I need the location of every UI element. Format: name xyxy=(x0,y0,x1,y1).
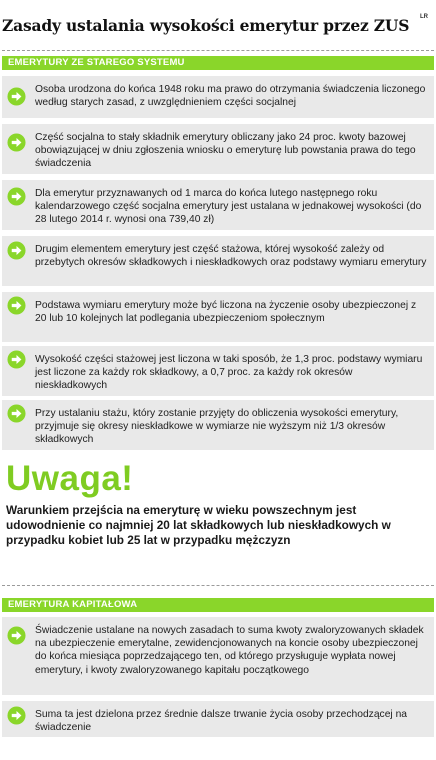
arrow-right-circle-icon xyxy=(7,706,26,725)
arrow-right-circle-icon xyxy=(7,241,26,260)
list-item xyxy=(2,400,434,450)
item-text: Świadczenie ustalane na nowych zasadach to suma kwoty zwaloryzowanych składek na ubezpieczenie emerytalne, zewidencjonowanych na koncie osoby ubezpieczonej do końca miesiąca poprzedzającego ten, od którego przysługuje wypłata nowej emerytury, i kwoty zwaloryzowanego kapitału początkowego xyxy=(35,625,424,676)
item-text: Część socjalna to stały składnik emerytury obliczany jako 24 proc. kwoty bazowej obowiązującej w dniu zgłoszenia wniosku o emeryturę lub powstania prawa do tego świadczenia xyxy=(35,132,416,170)
arrow-right-circle-icon xyxy=(7,296,26,315)
arrow-right-circle-icon xyxy=(7,350,26,369)
item-text: Drugim elementem emerytury jest część stażowa, której wysokość zależy od przebytych okresów składkowych i nieskładkowych oraz podstawy wymiaru emerytury xyxy=(35,244,427,269)
list-item xyxy=(2,124,434,174)
uwaga-text: Warunkiem przejścia na emeryturę w wieku powszechnym jest udowodnienie co najmniej 20 lat składkowych lub nieskładkowych w przypadku kobiet lub 25 lat w przypadku mężczyzn xyxy=(6,503,391,548)
item-text: Osoba urodzona do końca 1948 roku ma prawo do otrzymania świadczenia liczonego według starych zasad, z uwzględnieniem części socjalnej xyxy=(35,84,426,109)
source-tag: LR xyxy=(420,14,428,20)
header xyxy=(0,14,436,42)
arrow-right-circle-icon xyxy=(7,133,26,152)
arrow-right-circle-icon xyxy=(7,404,26,423)
section-title-old-system: EMERYTURY ZE STAREGO SYSTEMU xyxy=(2,56,434,70)
page-title: Zasady ustalania wysokości emerytur przez ZUS xyxy=(2,16,410,35)
arrow-right-circle-icon xyxy=(7,626,26,645)
list-item xyxy=(2,76,434,118)
divider xyxy=(2,585,434,586)
item-text: Przy ustalaniu stażu, który zostanie przyjęty do obliczenia wysokości emerytury, przyjmuje się okresy nieskładkowe w wymiarze nie wyższym niż 1/3 okresów składkowych xyxy=(35,408,399,446)
list-item xyxy=(2,701,434,737)
section-title-capital: EMERYTURA KAPITAŁOWA xyxy=(2,598,434,612)
arrow-right-circle-icon xyxy=(7,187,26,206)
list-item xyxy=(2,292,434,342)
divider xyxy=(2,50,434,51)
arrow-right-circle-icon xyxy=(7,87,26,106)
list-item xyxy=(2,346,434,396)
list-item xyxy=(2,617,434,695)
list-item xyxy=(2,180,434,230)
list-item xyxy=(2,236,434,286)
item-text: Dla emerytur przyznawanych od 1 marca do końca lutego następnego roku kalendarzowego część socjalna emerytury jest ustalana w jednakowej wysokości (do 28 lutego 2014 r. wynosi ona 739,40 zł) xyxy=(35,188,422,226)
item-text: Wysokość części stażowej jest liczona w taki sposób, że 1,3 proc. podstawy wymiaru jest liczone za każdy rok składkowy, a 0,7 proc. za każdy rok okresów nieskładkowych xyxy=(35,354,423,392)
uwaga-heading: Uwaga! xyxy=(6,459,134,498)
item-text: Podstawa wymiaru emerytury może być liczona na życzenie osoby ubezpieczonej z 20 lub 10 kolejnych lat podlegania ubezpieczeniom społecznym xyxy=(35,300,417,325)
item-text: Suma ta jest dzielona przez średnie dalsze trwanie życia osoby przechodzącej na świadczenie xyxy=(35,709,408,734)
